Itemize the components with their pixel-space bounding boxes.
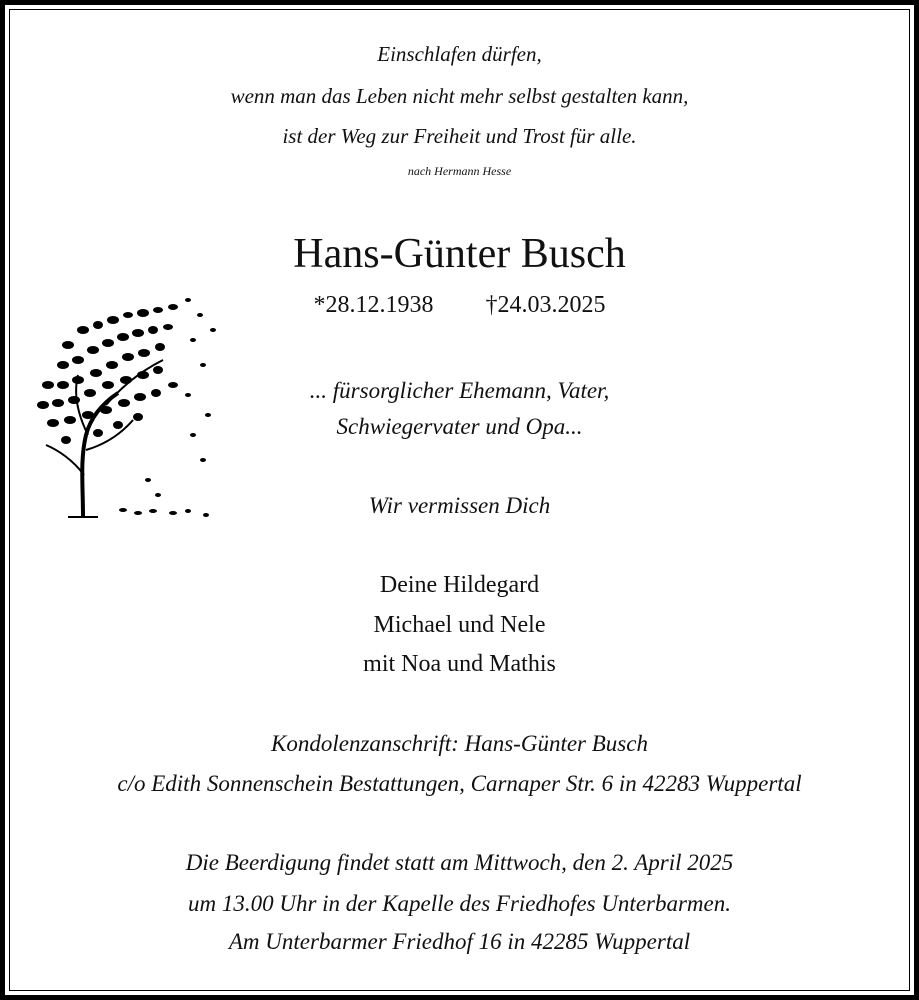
tree-foliage	[37, 298, 216, 517]
motto-line-1: Einschlafen dürfen,	[377, 42, 542, 66]
tribute-line-2: Schwiegervater und Opa...	[336, 414, 583, 439]
motto-line-3: ist der Weg zur Freiheit und Trost für alle.	[282, 124, 637, 148]
tribute-line-1: ... fürsorglicher Ehemann, Vater,	[309, 378, 610, 403]
condolence-line-2: c/o Edith Sonnenschein Bestattungen, Carnaper Str. 6 in 42283 Wuppertal	[117, 771, 802, 796]
birth-date: *28.12.1938	[313, 292, 434, 318]
funeral-line-1: Die Beerdigung findet statt am Mittwoch, den 2. April 2025	[185, 850, 734, 875]
motto-attribution: nach Hermann Hesse	[407, 164, 512, 178]
death-date: †24.03.2025	[485, 292, 606, 318]
deceased-name: Hans-Günter Busch	[293, 231, 626, 277]
funeral-line-2: um 13.00 Uhr in der Kapelle des Friedhofes Unterbarmen.	[188, 891, 731, 916]
windblown-tree-icon	[28, 285, 228, 525]
mourner-line-1: Deine Hildegard	[379, 572, 540, 598]
tribute-miss: Wir vermissen Dich	[368, 493, 551, 518]
condolence-line-1: Kondolenzanschrift: Hans-Günter Busch	[271, 731, 648, 756]
mourner-line-3: mit Noa und Mathis	[363, 651, 556, 677]
mourner-line-2: Michael und Nele	[373, 612, 546, 638]
motto-line-2: wenn man das Leben nicht mehr selbst gestalten kann,	[230, 84, 689, 108]
funeral-line-3: Am Unterbarmer Friedhof 16 in 42285 Wuppertal	[228, 929, 691, 954]
